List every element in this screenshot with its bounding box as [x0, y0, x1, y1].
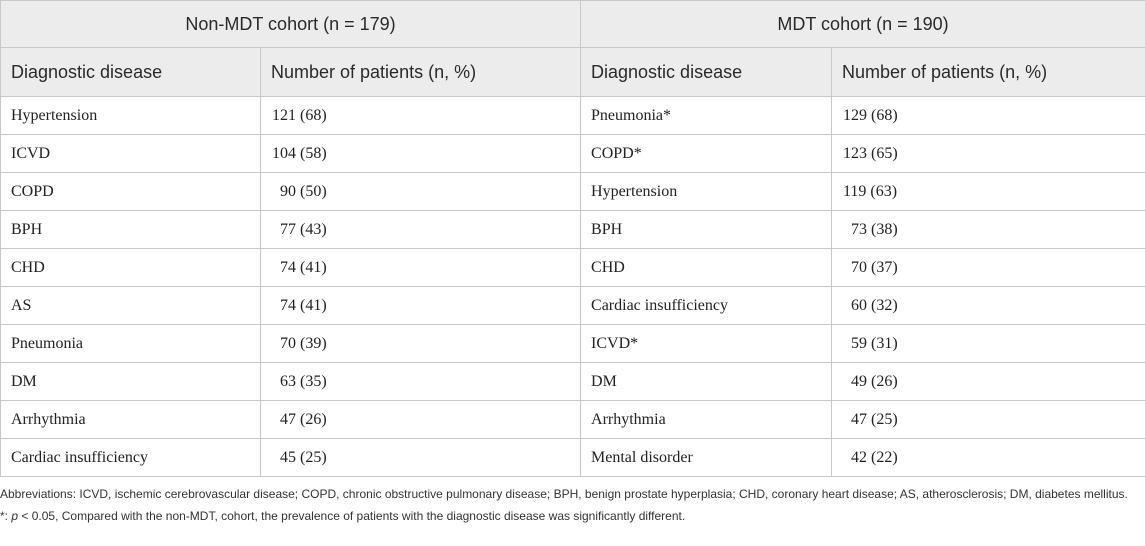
non-mdt-disease-cell: AS [1, 287, 261, 325]
table-row [1, 401, 1145, 439]
mdt-patients-cell: 60 (32) [832, 287, 1145, 325]
non-mdt-disease-cell: Pneumonia [1, 325, 261, 363]
non-mdt-disease-cell: COPD [1, 173, 261, 211]
non-mdt-patients-cell: 77 (43) [261, 211, 581, 249]
non-mdt-patients-cell: 47 (26) [261, 401, 581, 439]
non-mdt-disease-cell: CHD [1, 249, 261, 287]
table-row [1, 173, 1145, 211]
non-mdt-disease-cell: Hypertension [1, 97, 261, 135]
non-mdt-disease-cell: BPH [1, 211, 261, 249]
non-mdt-disease-cell: ICVD [1, 135, 261, 173]
non-mdt-patients-cell: 74 (41) [261, 287, 581, 325]
mdt-disease-cell: Hypertension [581, 173, 832, 211]
non-mdt-cohort-header: Non-MDT cohort (n = 179) [1, 1, 581, 48]
mdt-disease-cell: ICVD* [581, 325, 832, 363]
mdt-disease-cell: DM [581, 363, 832, 401]
cohort-header-row [1, 1, 1145, 48]
non-mdt-disease-header: Diagnostic disease [1, 48, 261, 97]
table-row [1, 135, 1145, 173]
table-row [1, 325, 1145, 363]
non-mdt-patients-cell: 74 (41) [261, 249, 581, 287]
mdt-patients-header: Number of patients (n, %) [832, 48, 1145, 97]
non-mdt-disease-cell: Cardiac insufficiency [1, 439, 261, 477]
mdt-patients-cell: 70 (37) [832, 249, 1145, 287]
mdt-disease-cell: COPD* [581, 135, 832, 173]
mdt-patients-cell: 49 (26) [832, 363, 1145, 401]
table-row [1, 211, 1145, 249]
table-row [1, 249, 1145, 287]
abbreviations-note: Abbreviations: ICVD, ischemic cerebrovascular disease; COPD, chronic obstructive pulmonary disease; BPH, benign prostate hyperplasia; CHD, coronary heart disease; AS, atherosclerosis; DM, diabetes mellitus. [0, 487, 1128, 501]
non-mdt-patients-header: Number of patients (n, %) [261, 48, 581, 97]
significance-note [0, 508, 1130, 525]
non-mdt-patients-cell: 70 (39) [261, 325, 581, 363]
non-mdt-disease-cell: Arrhythmia [1, 401, 261, 439]
mdt-disease-cell: BPH [581, 211, 832, 249]
mdt-patients-cell: 42 (22) [832, 439, 1145, 477]
mdt-patients-cell: 123 (65) [832, 135, 1145, 173]
mdt-patients-cell: 59 (31) [832, 325, 1145, 363]
mdt-patients-cell: 73 (38) [832, 211, 1145, 249]
mdt-disease-cell: Pneumonia* [581, 97, 832, 135]
non-mdt-patients-cell: 121 (68) [261, 97, 581, 135]
significance-text: < 0.05, Compared with the non-MDT, cohort, the prevalence of patients with the diagnostic disease was significantly different. [18, 509, 686, 523]
non-mdt-disease-cell: DM [1, 363, 261, 401]
table-row [1, 439, 1145, 477]
table-row [1, 97, 1145, 135]
non-mdt-patients-cell: 90 (50) [261, 173, 581, 211]
mdt-patients-cell: 47 (25) [832, 401, 1145, 439]
mdt-cohort-header: MDT cohort (n = 190) [581, 1, 1145, 48]
non-mdt-patients-cell: 45 (25) [261, 439, 581, 477]
mdt-disease-cell: CHD [581, 249, 832, 287]
table-footnotes [0, 486, 1130, 525]
non-mdt-patients-cell: 104 (58) [261, 135, 581, 173]
p-value-symbol: p [11, 509, 19, 523]
significance-prefix: *: [0, 509, 12, 523]
mdt-patients-cell: 129 (68) [832, 97, 1145, 135]
non-mdt-patients-cell: 63 (35) [261, 363, 581, 401]
mdt-disease-cell: Mental disorder [581, 439, 832, 477]
table-row [1, 287, 1145, 325]
table-row [1, 363, 1145, 401]
mdt-patients-cell: 119 (63) [832, 173, 1145, 211]
mdt-disease-cell: Cardiac insufficiency [581, 287, 832, 325]
column-header-row [1, 48, 1145, 97]
mdt-disease-cell: Arrhythmia [581, 401, 832, 439]
mdt-disease-header: Diagnostic disease [581, 48, 832, 97]
